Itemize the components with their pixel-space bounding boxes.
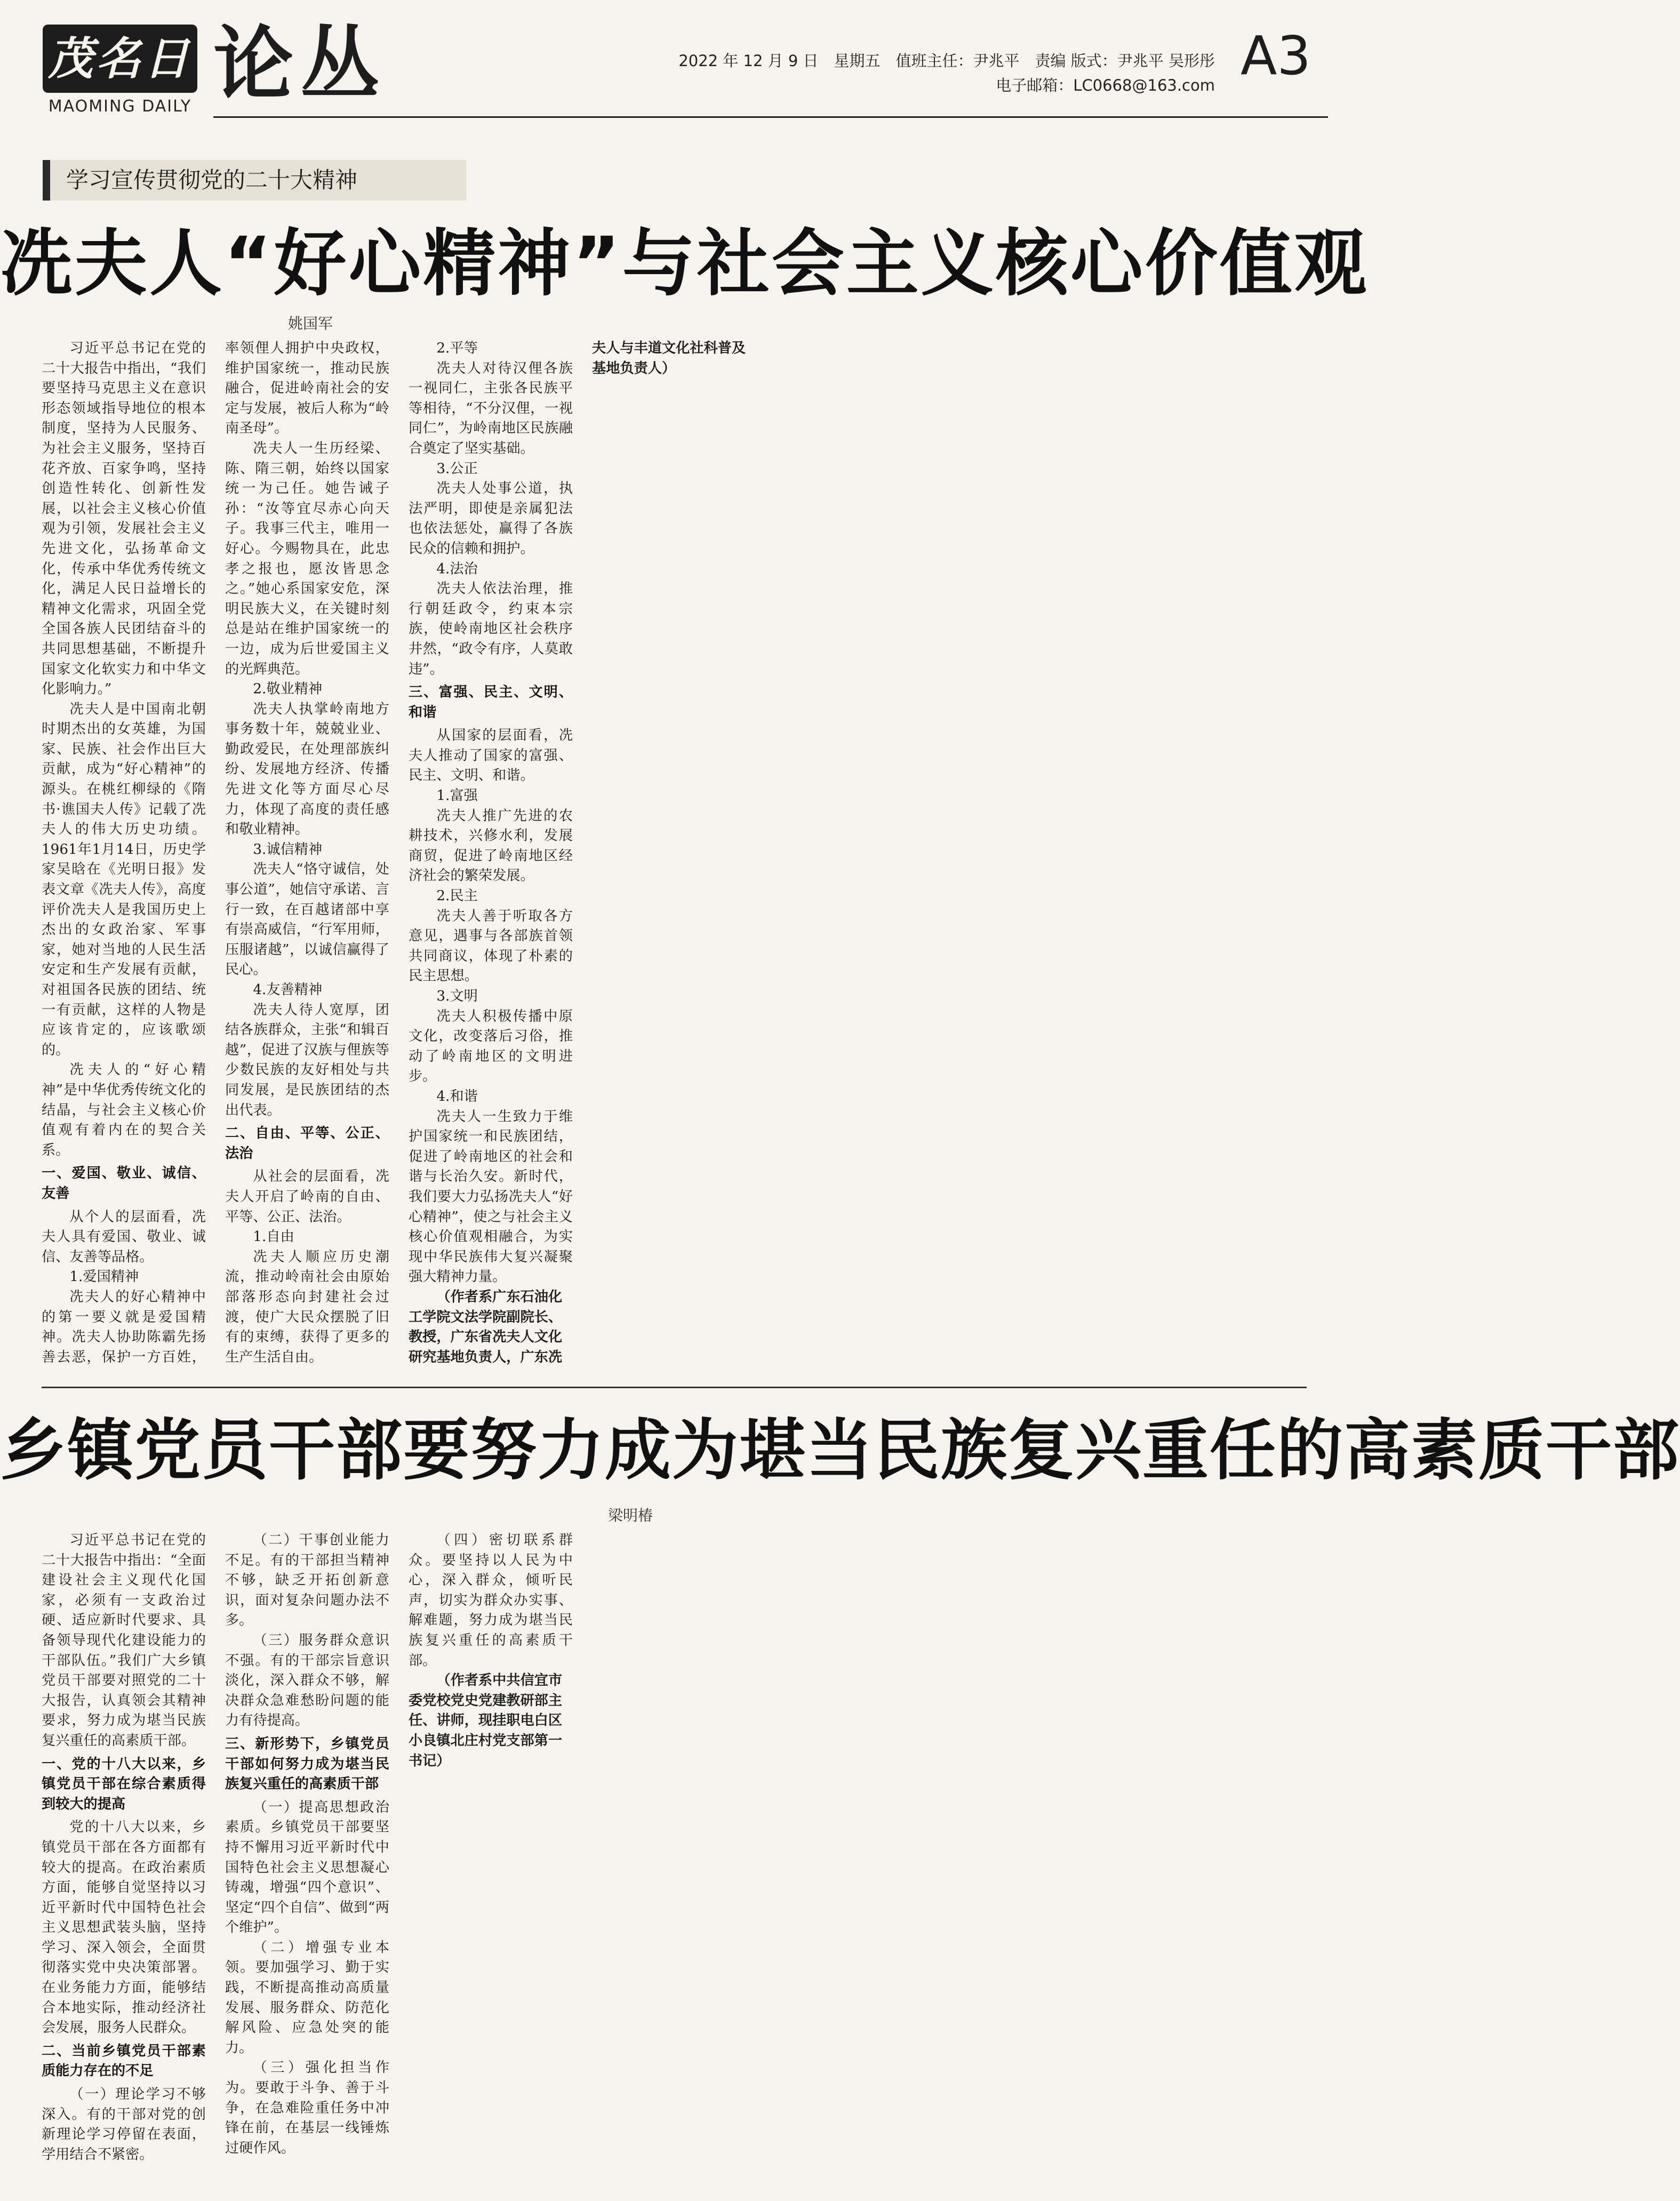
paragraph: 冼夫人的“好心精神”是中华优秀传统文化的结晶，与社会主义核心价值观有着内在的契合关系。 <box>42 1062 206 1158</box>
paragraph: 冼夫人是中国南北朝时期杰出的女英雄，为国家、民族、社会作出巨大贡献，成为“好心精神”的源头。在桃红柳绿的《隋书·谯国夫人传》记载了冼夫人的伟大历史功绩。1961年1月14日，历史学家吴晗在《光明日报》发表文章《冼夫人传》，高度评价冼夫人是我国历史上杰出的女政治家、军事家，她对当地的人民生活安定和生产发展有贡献，对祖国各民族的团结、统一有贡献，这样的人物是应该肯定的，应该歌颂的。 <box>42 701 206 1058</box>
section-title: 论丛 <box>213 18 387 111</box>
article2-body <box>42 1531 1307 2192</box>
paragraph: （二）增强专业本领。要加强学习、勤于实践，不断提高推动高质量发展、服务群众、防范化解风险、应急处突的能力。 <box>225 1939 389 2056</box>
theme-banner-text: 学习宣传贯彻党的二十大精神 <box>66 167 358 193</box>
paragraph: 冼夫人待人宽厚，团结各族群众，主张“和辑百越”，促进了汉族与俚族等少数民族的友好相处与共同发展，是民族团结的杰出代表。 <box>225 1002 389 1118</box>
paragraph: 2.民主 <box>436 888 478 905</box>
masthead <box>0 0 1348 155</box>
author-note: （作者系中共信宜市委党校党史党建教研部主任、讲师，现挂职电白区小良镇北庄村党支部第一书记） <box>409 1672 563 1769</box>
masthead-rule <box>213 116 1328 118</box>
article2-byline: 梁明椿 <box>608 1507 653 1524</box>
paragraph: 4.和谐 <box>436 1088 478 1104</box>
paragraph: （二）干事创业能力不足。有的干部担当精神不够，缺乏开拓创新意识，面对复杂问题办法不多。 <box>225 1532 389 1629</box>
paragraph: 冼夫人一生致力于维护国家统一和民族团结，促进了岭南地区的社会和谐与长治久安。新时代，我们要大力弘扬冼夫人“好心精神”，使之与社会主义核心价值观相融合，为实现中华民族伟大复兴凝聚强大精神力量。 <box>409 1108 573 1285</box>
paragraph: （一）提高思想政治素质。乡镇党员干部要坚持不懈用习近平新时代中国特色社会主义思想凝心铸魂，增强“四个意识”、坚定“四个自信”、做到“两个维护”。 <box>225 1799 389 1936</box>
paragraph: 冼夫人顺应历史潮流，推动岭南社会由原始部落形态向封建社会过渡，使广大民众摆脱了旧有的束缚，获得了更多的生产生活自由。 <box>225 1248 389 1365</box>
paragraph: （三）服务群众意识不强。有的干部宗旨意识淡化，深入群众不够，解决群众急难愁盼问题的能力有待提高。 <box>225 1632 389 1729</box>
article1-body <box>42 339 1307 1376</box>
paragraph: 3.诚信精神 <box>253 841 323 858</box>
section-heading: 三、富强、民主、文明、和谐 <box>409 684 573 721</box>
section-heading: 二、当前乡镇党员干部素质能力存在的不足 <box>42 2043 206 2079</box>
paragraph: 冼夫人的好心精神中的第一要义就是爱国精神。冼夫人协助陈霸先扬善去恶，保护一方百姓，率领俚人拥护中央政权，维护国家统一，推动民族融合，促进岭南社会的安定与发展，被后人称为“岭南圣母”。 <box>42 340 389 1365</box>
section-heading: 三、新形势下，乡镇党员干部如何努力成为堪当民族复兴重任的高素质干部 <box>225 1735 389 1792</box>
paragraph: 冼夫人积极传播中原文化，改变落后习俗，推动了岭南地区的文明进步。 <box>409 1008 573 1085</box>
paragraph: 习近平总书记在党的二十大报告中指出：“全面建设社会主义现代化国家，必须有一支政治过硬、适应新时代要求、具备领导现代化建设能力的干部队伍。”我们广大乡镇党员干部要对照党的二十大报告，认真领会其精神要求，努力成为堪当民族复兴重任的高素质干部。 <box>42 1532 206 1749</box>
paragraph: 从个人的层面看，冼夫人具有爱国、敬业、诚信、友善等品格。 <box>42 1208 206 1265</box>
newspaper-logo-en: MAOMING DAILY <box>48 97 192 116</box>
theme-banner <box>43 160 466 201</box>
paragraph: 1.自由 <box>253 1229 294 1245</box>
paragraph: 冼夫人一生历经梁、陈、隋三朝，始终以国家统一为己任。她告诫子孙：“汝等宜尽赤心向天子。我事三代主，唯用一好心。今赐物具在，此忠孝之报也，愿汝皆思念之。”她心系国家安危，深明民族大义，在关键时刻总是站在维护国家统一的一边，成为后世爱国主义的光辉典范。 <box>225 440 389 677</box>
paragraph: 4.法治 <box>436 561 478 577</box>
paragraph: 冼夫人执掌岭南地方事务数十年，兢兢业业、勤政爱民，在处理部族纠纷、发展地方经济、传播先进文化等方面尽心尽力，体现了高度的责任感和敬业精神。 <box>225 701 389 838</box>
paragraph: 冼夫人依法治理，推行朝廷政令，约束本宗族，使岭南地区社会秩序井然，“政令有序，人莫敢违”。 <box>409 581 573 677</box>
date-editor-line: 2022 年 12 月 9 日 星期五 值班主任：尹兆平 责编 版式：尹兆平 吴形彤 <box>678 52 1215 70</box>
paragraph: 冼夫人对待汉俚各族一视同仁，主张各民族平等相待，“不分汉俚，一视同仁”，为岭南地区民族融合奠定了坚实基础。 <box>409 360 573 457</box>
article-divider <box>42 1387 1307 1388</box>
paragraph: 3.公正 <box>436 460 478 477</box>
article1-headline: 冼夫人“好心精神”与社会主义核心价值观 <box>0 222 1369 306</box>
email-line: 电子邮箱：LC0668@163.com <box>996 76 1215 94</box>
paragraph: 2.敬业精神 <box>253 681 323 698</box>
paragraph: 冼夫人处事公道，执法严明，即使是亲属犯法也依法惩处，赢得了各族民众的信赖和拥护。 <box>409 481 573 557</box>
section-heading: 一、党的十八大以来，乡镇党员干部在综合素质得到较大的提高 <box>42 1756 206 1812</box>
paragraph: 冼夫人推广先进的农耕技术，兴修水利，发展商贸，促进了岭南地区经济社会的繁荣发展。 <box>409 807 573 884</box>
paragraph: 2.平等 <box>436 340 478 356</box>
paragraph: 从社会的层面看，冼夫人开启了岭南的自由、平等、公正、法治。 <box>225 1168 389 1225</box>
paragraph: 从国家的层面看，冼夫人推动了国家的富强、民主、文明、和谐。 <box>409 727 573 784</box>
paragraph: （一）理论学习不够深入。有的干部对党的创新理论学习停留在表面，学用结合不紧密。 <box>42 2086 206 2163</box>
paragraph: 1.富强 <box>436 788 478 804</box>
section-heading: 二、自由、平等、公正、法治 <box>225 1125 389 1162</box>
paragraph: 1.爱国精神 <box>69 1269 139 1285</box>
paragraph: （四）密切联系群众。要坚持以人民为中心，深入群众，倾听民声，切实为群众办实事、解难题，努力成为堪当民族复兴重任的高素质干部。 <box>409 1532 573 1669</box>
paragraph: 4.友善精神 <box>253 982 323 998</box>
newspaper-logo: 茂名日報 <box>43 25 197 93</box>
article2-headline: 乡镇党员干部要努力成为堪当民族复兴重任的高素质干部 <box>0 1412 1680 1489</box>
paragraph: 冼夫人“恪守诚信，处事公道”，她信守承诺、言行一致，在百越诸部中享有崇高威信，“行军用师，压服诸越”，以诚信赢得了民心。 <box>225 861 389 978</box>
paragraph: （三）强化担当作为。要敢于斗争、善于斗争，在急难险重任务中冲锋在前，在基层一线锤炼过硬作风。 <box>225 2060 389 2156</box>
paragraph: 冼夫人善于听取各方意见，遇事与各部族首领共同商议，体现了朴素的民主思想。 <box>409 908 573 985</box>
paragraph: 3.文明 <box>436 988 478 1004</box>
section-heading: 一、爱国、敬业、诚信、友善 <box>42 1165 206 1202</box>
page-number: A3 <box>1240 25 1311 87</box>
article1-byline: 姚国军 <box>288 315 333 332</box>
paragraph: 党的十八大以来，乡镇党员干部在各方面都有较大的提高。在政治素质方面，能够自觉坚持以习近平新时代中国特色社会主义思想武装头脑，坚持学习、深入领会，全面贯彻落实党中央决策部署。在业务能力方面，能够结合本地实际，推动经济社会发展，服务人民群众。 <box>42 1819 206 2036</box>
author-note: （作者系广东石油化工学院文法学院副院长、教授，广东省冼夫人文化研究基地负责人，广东冼夫人与丰道文化社科普及基地负责人） <box>409 340 746 1365</box>
paragraph: 习近平总书记在党的二十大报告中指出，“我们要坚持马克思主义在意识形态领域指导地位的根本制度，坚持为人民服务、为社会主义服务，坚持百花齐放、百家争鸣，坚持创造性转化、创新性发展，以社会主义核心价值观为引领，发展社会主义先进文化，弘扬革命文化，传承中华优秀传统文化，满足人民日益增长的精神文化需求，巩固全党全国各族人民团结奋斗的共同思想基础，不断提升国家文化软实力和中华文化影响力。” <box>42 340 206 698</box>
